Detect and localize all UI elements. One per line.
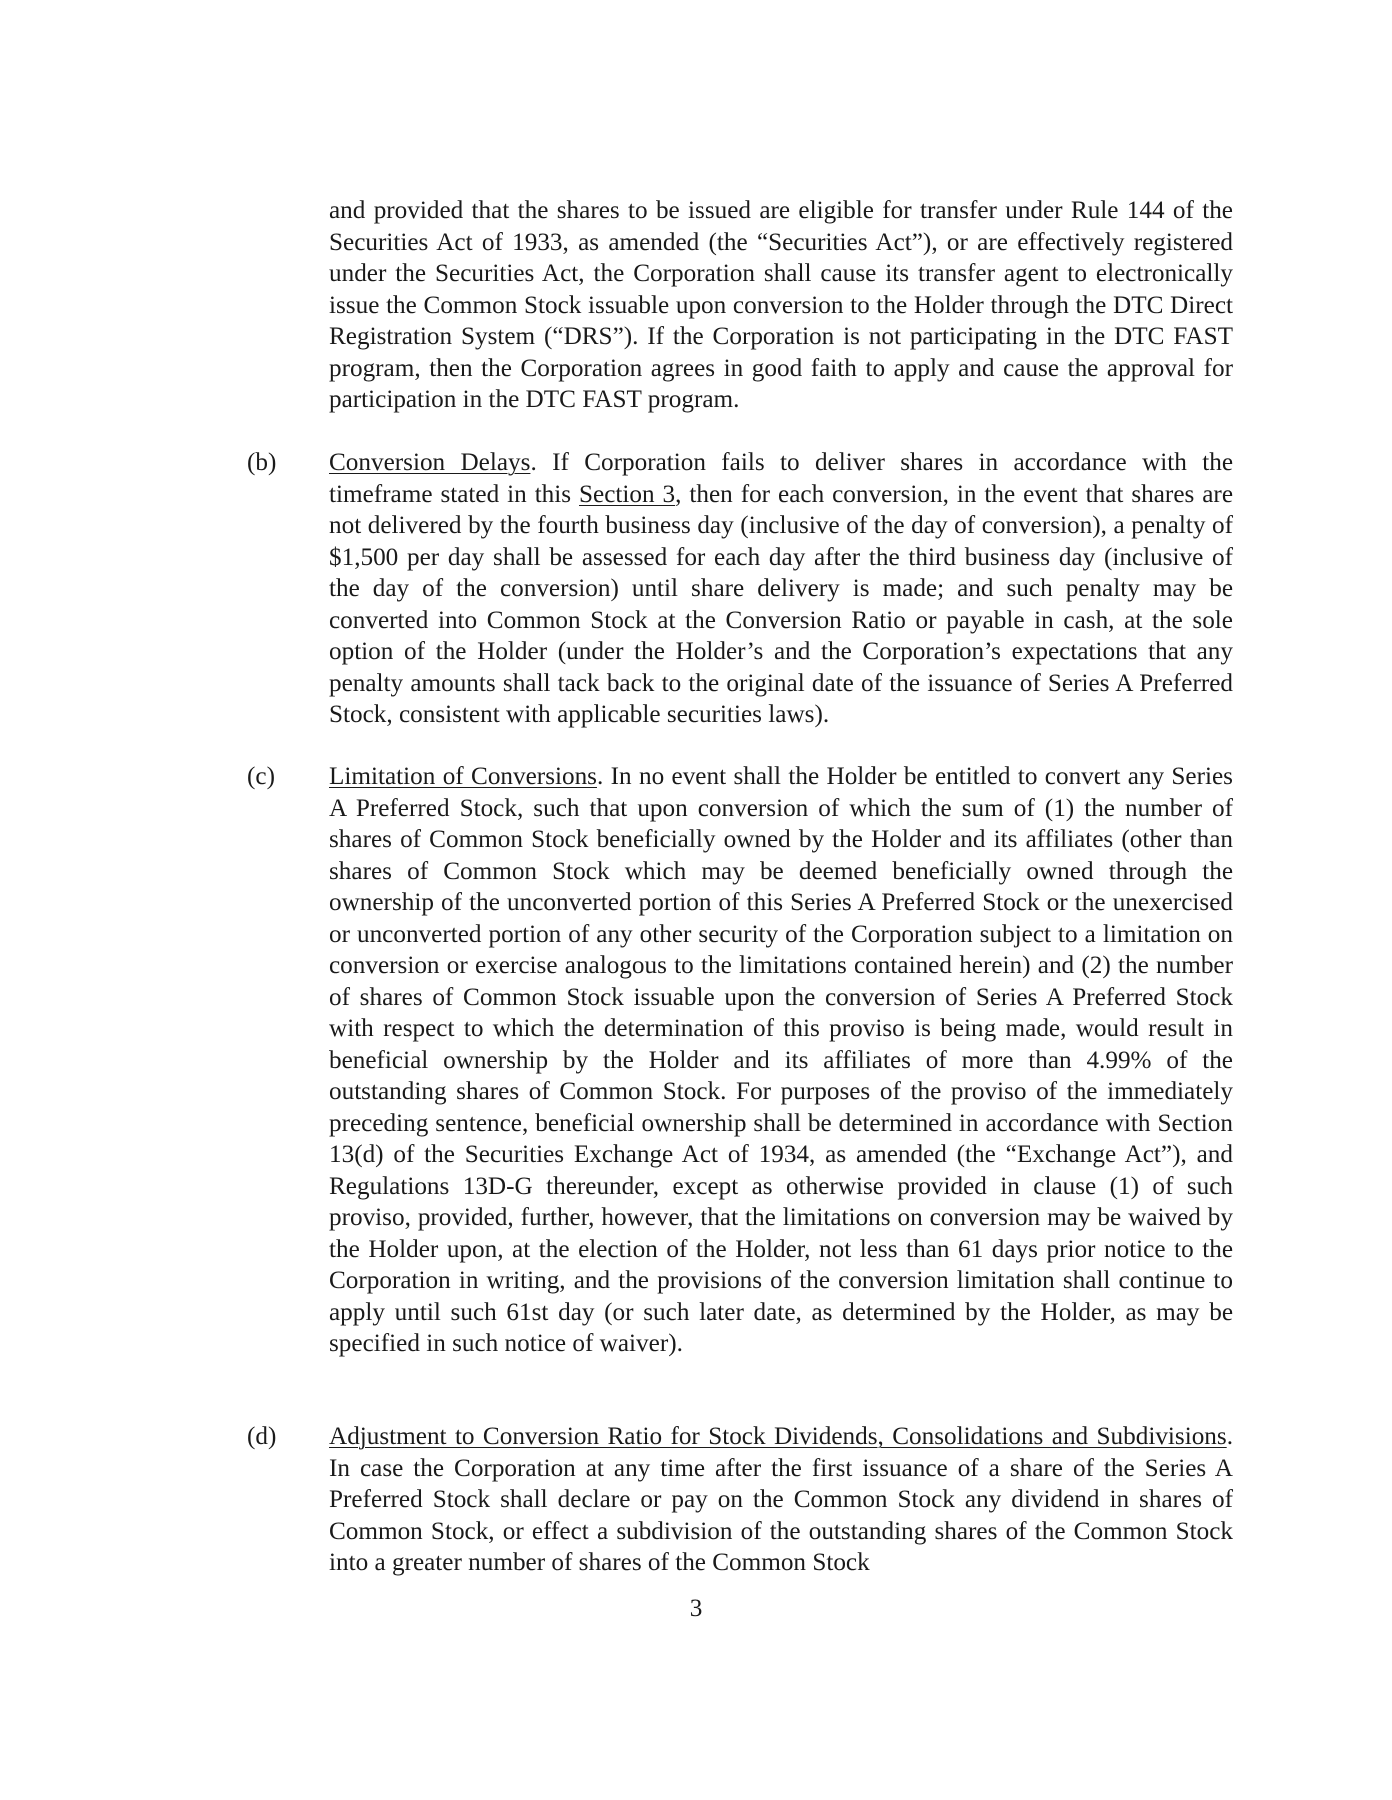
section-d-heading: Adjustment to Conversion Ratio for Stock Dividends, Consolidations and Subdivisions bbox=[329, 1423, 1227, 1450]
section-label-d: (d) bbox=[247, 1423, 277, 1450]
section-b-heading: Conversion Delays bbox=[329, 449, 531, 476]
section-b-text-2: , then for each conversion, in the event that shares are not delivered by the fourth business day (inclusive of the day of conversion), a penalty of $1,500 per day shall be assessed for each day after the third business day (inclusive of the day of the conversion) until share delivery is made; and such penalty may be converted into Common Stock at the Conversion Ratio or payable in cash, at the sole option of the Holder (under the Holder’s and the Corporation’s expectations that any penalty amounts shall tack back to the original date of the issuance of Series A Preferred Stock, consistent with applicable securities laws). bbox=[329, 480, 1233, 728]
section-d-paragraph bbox=[329, 1421, 1233, 1579]
section-c-paragraph bbox=[329, 761, 1233, 1360]
section-c-text: . In no event shall the Holder be entitled to convert any Series A Preferred Stock, such that upon conversion of which the sum of (1) the number of shares of Common Stock beneficially owned by the Holder and its affiliates (other than shares of Common Stock which may be deemed beneficially owned through the ownership of the unconverted portion of this Series A Preferred Stock or the unexercised or unconverted portion of any other security of the Corporation subject to a limitation on conversion or exercise analogous to the limitations contained herein) and (2) the number of shares of Common Stock issuable upon the conversion of Series A Preferred Stock with respect to which the determination of this proviso is being made, would result in beneficial ownership by the Holder and its affiliates of more than 4.99% of the outstanding shares of Common Stock. For purposes of the proviso of the immediately preceding sentence, beneficial ownership shall be determined in accordance with Section 13(d) of the Securities Exchange Act of 1934, as amended (the “Exchange Act”), and Regulations 13D-G thereunder, except as otherwise provided in clause (1) of such proviso, provided, further, however, that the limitations on conversion may be waived by the Holder upon, at the election of the Holder, not less than 61 days prior notice to the Corporation in writing, and the provisions of the conversion limitation shall continue to apply until such 61st day (or such later date, as determined by the Holder, as may be specified in such notice of waiver). bbox=[329, 763, 1233, 1357]
section-d-text: . In case the Corporation at any time after the first issuance of a share of the Series A Preferred Stock shall declare or pay on the Common Stock any dividend in shares of Common Stock, or effect a subdivision of the outstanding shares of the Common Stock into a greater number of shares of the Common Stock bbox=[329, 1423, 1233, 1576]
page-number: 3 bbox=[689, 1595, 703, 1622]
section-label-b: (b) bbox=[247, 449, 277, 476]
paragraph-a-continuation: and provided that the shares to be issued are eligible for transfer under Rule 144 of the Securities Act of 1933, as amended (the “Securities Act”), or are effectively registered under the Securities Act, the Corporation shall cause its transfer agent to electronically issue the Common Stock issuable upon conversion to the Holder through the DTC Direct Registration System (“DRS”). If the Corporation is not participating in the DTC FAST program, then the Corporation agrees in good faith to apply and cause the approval for participation in the DTC FAST program. bbox=[329, 197, 1233, 413]
section-b-paragraph bbox=[329, 447, 1233, 731]
section-c-heading: Limitation of Conversions bbox=[329, 763, 597, 790]
section-3-reference: Section 3 bbox=[579, 480, 676, 508]
section-label-c: (c) bbox=[247, 763, 275, 790]
section-b-text-1: . If Corporation fails to deliver shares in accordance with the timeframe stated in this bbox=[329, 449, 1233, 508]
